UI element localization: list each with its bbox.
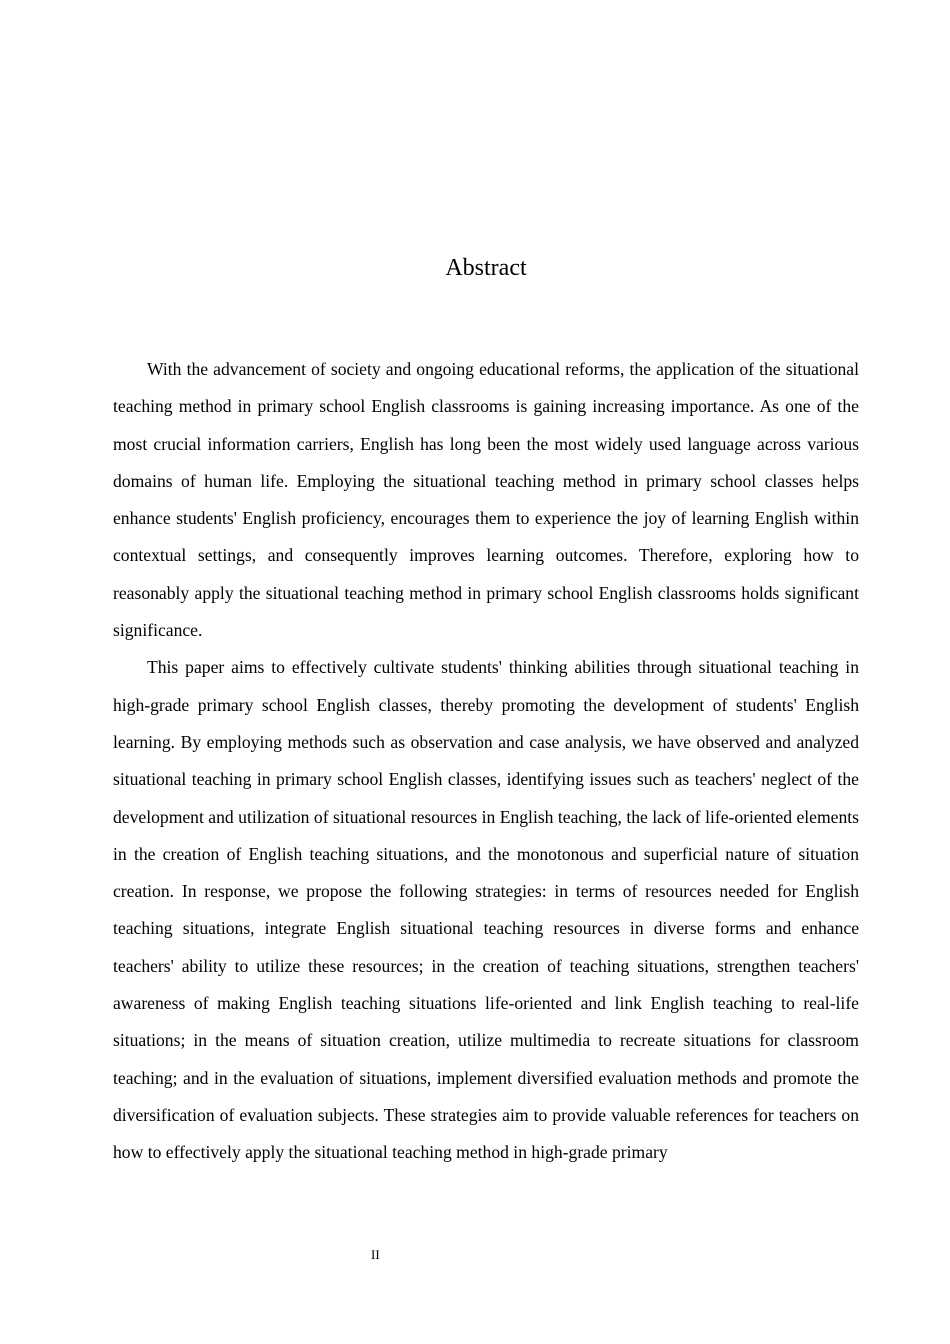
abstract-paragraph-1: With the advancement of society and ongoing educational reforms, the application of the situational teaching method in primary school English classrooms is gaining increasing importance. As one of the most crucial information carriers, English has long been the most widely used language across various domains of human life. Employing the situational teaching method in primary school classes helps enhance students' English proficiency, encourages them to experience the joy of learning English within contextual settings, and consequently improves learning outcomes. Therefore, exploring how to reasonably apply the situational teaching method in primary school English classrooms holds significant significance. (113, 359, 859, 641)
page-number: II (371, 1247, 380, 1262)
abstract-title: Abstract (445, 255, 527, 281)
abstract-paragraph-2: This paper aims to effectively cultivate students' thinking abilities through situational teaching in high-grade primary school English classes, thereby promoting the development of students' English learning. By employing methods such as observation and case analysis, we have observed and analyzed situational teaching in primary school English classes, identifying issues such as teachers' neglect of the development and utilization of situational resources in English teaching, the lack of life-oriented elements in the creation of English teaching situations, and the monotonous and superficial nature of situation creation. In response, we propose the following strategies: in terms of resources needed for English teaching situations, integrate English situational teaching resources in diverse forms and enhance teachers' ability to utilize these resources; in the creation of teaching situations, strengthen teachers' awareness of making English teaching situations life-oriented and link English teaching to real-life situations; in the means of situation creation, utilize multimedia to recreate situations for classroom teaching; and in the evaluation of situations, implement diversified evaluation methods and promote the diversification of evaluation subjects. These strategies aim to provide valuable references for teachers on how to effectively apply the situational teaching method in high-grade primary (113, 657, 859, 1163)
abstract-body (113, 351, 859, 1172)
